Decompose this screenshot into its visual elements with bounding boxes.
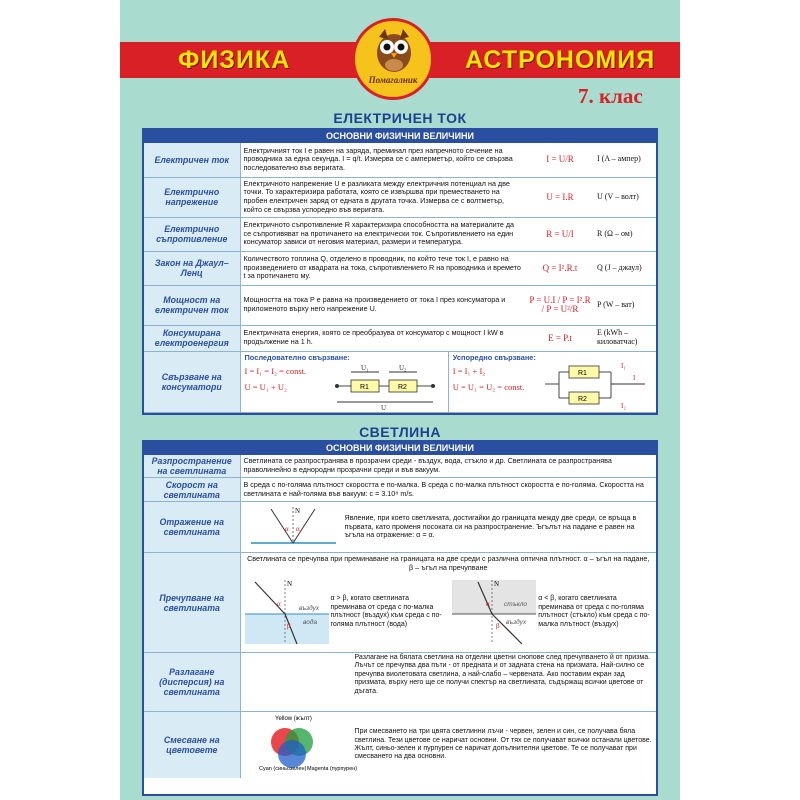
row-label: Мощност на електричен ток [144, 285, 240, 325]
refraction-left [241, 574, 449, 650]
medium-water-label: вода [302, 619, 317, 627]
refraction-water-diagram [241, 576, 331, 648]
color-mixing-diagram [241, 712, 357, 778]
r2-label: R2 [577, 395, 587, 403]
row-label: Разпространение на светлината [144, 455, 240, 478]
row-text: Електричното съпротивление R характеризира способността на материалите да се съпротивяват на протичането на електрически ток. Съпротивлението на един консуматор зависи от неговия материал, размери и температура. [240, 217, 526, 251]
row-label: Пречупване на светлината [144, 553, 240, 653]
row-text: Електричното напрежение U е разликата между електричния потенциал на две точки. То характеризира работата, която се извършва при преместването на пробен електричен заряд от едната в другата точка. Измерва се с волтметър, който се свързва успоредно във веригата. [240, 177, 526, 217]
row-text: Електричният ток I е равен на заряда, преминал през напречното сечение на проводника за една секунда. I = q/t. Измерва се с амперметър, който се свързва последователно във веригата. [240, 143, 526, 177]
row-unit: E (kWh – киловатчас) [594, 325, 656, 351]
parallel-formula-2: U = U₁ = U₂ = const. [452, 381, 525, 392]
grade-label: 7. клас [578, 84, 643, 108]
owl-icon [369, 27, 419, 75]
svg-text:N: N [494, 580, 500, 589]
medium-air2-label: въздух [506, 619, 527, 627]
row-text: Електричната енергия, която се преобразува от консуматор с мощност I kW в продължение на 1 h. [240, 325, 526, 351]
r2-label: R2 [397, 383, 407, 391]
row-label: Разлагане (дисперсия) на светлината [144, 653, 240, 712]
svg-text:α: α [486, 600, 490, 609]
row-label: Електрично съпротивление [144, 217, 240, 251]
svg-text:N: N [294, 507, 300, 515]
row-label: Смесване на цветовете [144, 712, 240, 779]
row-formula: I = U/R [526, 143, 594, 177]
connection-cell [240, 351, 656, 412]
table-row [144, 712, 656, 779]
table-row [144, 553, 656, 653]
refraction-right-text: α < β, когато светлината преминава от среда с по-голяма плътност (стъкло) към среда с по-малка плътност (въздух) [538, 595, 650, 628]
row-formula: P = U.I / P = I².R / P = U²/R [526, 285, 594, 325]
poster [120, 0, 680, 800]
svg-text:U: U [380, 403, 386, 412]
row-text: Светлината се разпространява в прозрачни среди - въздух, вода, стъкло и др. Светлината се разпространява праволинейно в еднородни прозрачни среди и във вакуум. [240, 455, 656, 478]
section-title-electric: ЕЛЕКТРИЧЕН ТОК [333, 110, 467, 126]
electric-subheader: ОСНОВНИ ФИЗИЧНИ ВЕЛИЧИНИ [144, 130, 656, 143]
svg-text:α: α [276, 600, 281, 609]
light-card [142, 440, 658, 796]
row-unit: U (V – волт) [594, 177, 656, 217]
parallel-formula-1: I = I₁ + I₂ [452, 365, 486, 376]
row-label: Електрично напрежение [144, 177, 240, 217]
row-label: Отражение на светлината [144, 502, 240, 553]
row-text: Светлината се пречупва при преминаване на границата на две среди с различна оптична плътност. α – ъгъл на падане, β – ъгъл на пречупване [247, 554, 650, 572]
light-subheader: ОСНОВНИ ФИЗИЧНИ ВЕЛИЧИНИ [144, 442, 656, 455]
electric-card [142, 128, 658, 415]
magenta-label: Magenta (пурпурен) [306, 766, 357, 772]
table-row [144, 143, 656, 177]
row-unit: I (A – ампер) [594, 143, 656, 177]
row-unit: P (W – ват) [594, 285, 656, 325]
row-formula: E = P.t [526, 325, 594, 351]
table-row [144, 455, 656, 478]
svg-text:α: α [295, 525, 300, 533]
yellow-label: Yellow (жълт) [274, 716, 312, 722]
series-circuit-diagram [333, 364, 443, 410]
series-formula-1: I = I₁ = I₂ = const. [244, 365, 307, 376]
row-unit: R (Ω – ом) [594, 217, 656, 251]
row-text: Явление, при което светлината, достигайки до границата между две среди, се връща в първата, като променя посоката си на разпространение. Ъгълът на падане е равен на ъгъла на отражение: α = α. [344, 513, 637, 540]
series-formula-2: U = U₁ + U₂ [244, 381, 287, 392]
table-row [144, 285, 656, 325]
svg-text:U₁: U₁ [360, 363, 368, 372]
refraction-right [448, 574, 656, 650]
section-title-light: СВЕТЛИНА [359, 424, 441, 440]
svg-text:I₁: I₁ [620, 361, 626, 370]
svg-text:β: β [286, 622, 291, 631]
table-row [144, 502, 656, 553]
subject-title: ФИЗИКА [178, 46, 291, 74]
refraction-left-text: α > β, когато светлината преминава от среда с по-малка плътност (въздух) към среда с по-голяма плътност (вода) [330, 595, 442, 628]
row-formula: U = I.R [526, 177, 594, 217]
svg-text:α: α [284, 525, 289, 533]
dispersion-cell [240, 653, 656, 712]
series-title: Последователно свързване: [244, 352, 350, 362]
parallel-connection [449, 352, 656, 412]
color-mixing-cell [240, 712, 656, 779]
svg-text:I₂: I₂ [620, 401, 626, 410]
row-formula: R = U/I [526, 217, 594, 251]
row-text: Мощността на тока P е равна на произведението от тока I през консуматора и приложеното върху него напрежение U. [240, 285, 526, 325]
owl-logo [352, 18, 434, 100]
parallel-circuit-diagram [541, 358, 651, 408]
refraction-glass-diagram [448, 576, 538, 648]
svg-text:β: β [496, 622, 500, 631]
table-row [144, 251, 656, 285]
row-text: В среда с по-голяма плътност скоростта е по-малка. В среда с по-малка плътност скоростта е по-голяма. Скоростта на светлината е най-голяма във вакуум: c = 3.10⁸ m/s. [240, 478, 656, 502]
electric-table [144, 143, 656, 413]
parallel-title: Успоредно свързване: [452, 352, 536, 362]
table-row [144, 217, 656, 251]
row-label: Скорост на светлината [144, 478, 240, 502]
table-row [144, 177, 656, 217]
subject-subtitle: АСТРОНОМИЯ [465, 46, 656, 74]
light-table [144, 455, 656, 778]
row-label: Консумирана електроенергия [144, 325, 240, 351]
svg-text:I: I [632, 373, 636, 382]
row-text: При смесването на три цвята светлинни лъчи - червен, зелен и син, се получава бяла светлина. Тези цветове се наричат основни. От тях се получават всички останали цветове. Жълт, синьо-зелен и пурпурен се наричат допълнителни цветове. Те се получават при смесването на два основни. [354, 728, 652, 761]
table-row [144, 351, 656, 412]
row-text: Количеството топлина Q, отделено в проводник, по който тече ток I, е равно на произведението от квадрата на тока, съпротивлението R на проводника и времето t за протичането му. [240, 251, 526, 285]
row-label: Електричен ток [144, 143, 240, 177]
table-row [144, 478, 656, 502]
table-row [144, 325, 656, 351]
row-text: Разлагане на бялата светлина на отделни цветни снопове след пречупването й от призма. Лъчът се пречупва два пъти - от предната и от задната стена на призмата. Най-силно се пречупва виолетовата светлина, а най-слабо – червената. Ако поставим екран зад призмата, върху него ще се получи спектър на светлината, съдържащ всички цветове от дъгата. [354, 654, 651, 695]
medium-glass-label: стъкло [504, 601, 528, 609]
svg-text:N: N [286, 580, 292, 589]
reflection-cell [240, 502, 656, 553]
logo-text: Помагалник [368, 75, 418, 85]
series-connection [241, 352, 449, 412]
reflection-diagram [241, 503, 341, 551]
row-unit: Q (J – джаул) [594, 251, 656, 285]
r1-label: R1 [359, 383, 369, 391]
row-label: Закон на Джаул–Ленц [144, 251, 240, 285]
cyan-label: Cyan (синьозелен) [258, 766, 306, 772]
svg-text:U₂: U₂ [398, 363, 406, 372]
row-label: Свързване на консуматори [144, 351, 240, 412]
row-formula: Q = I².R.t [526, 251, 594, 285]
refraction-cell [240, 553, 656, 653]
r1-label: R1 [577, 369, 587, 377]
table-row [144, 653, 656, 712]
medium-air-label: въздух [298, 605, 319, 613]
dispersion-blank [241, 653, 351, 711]
